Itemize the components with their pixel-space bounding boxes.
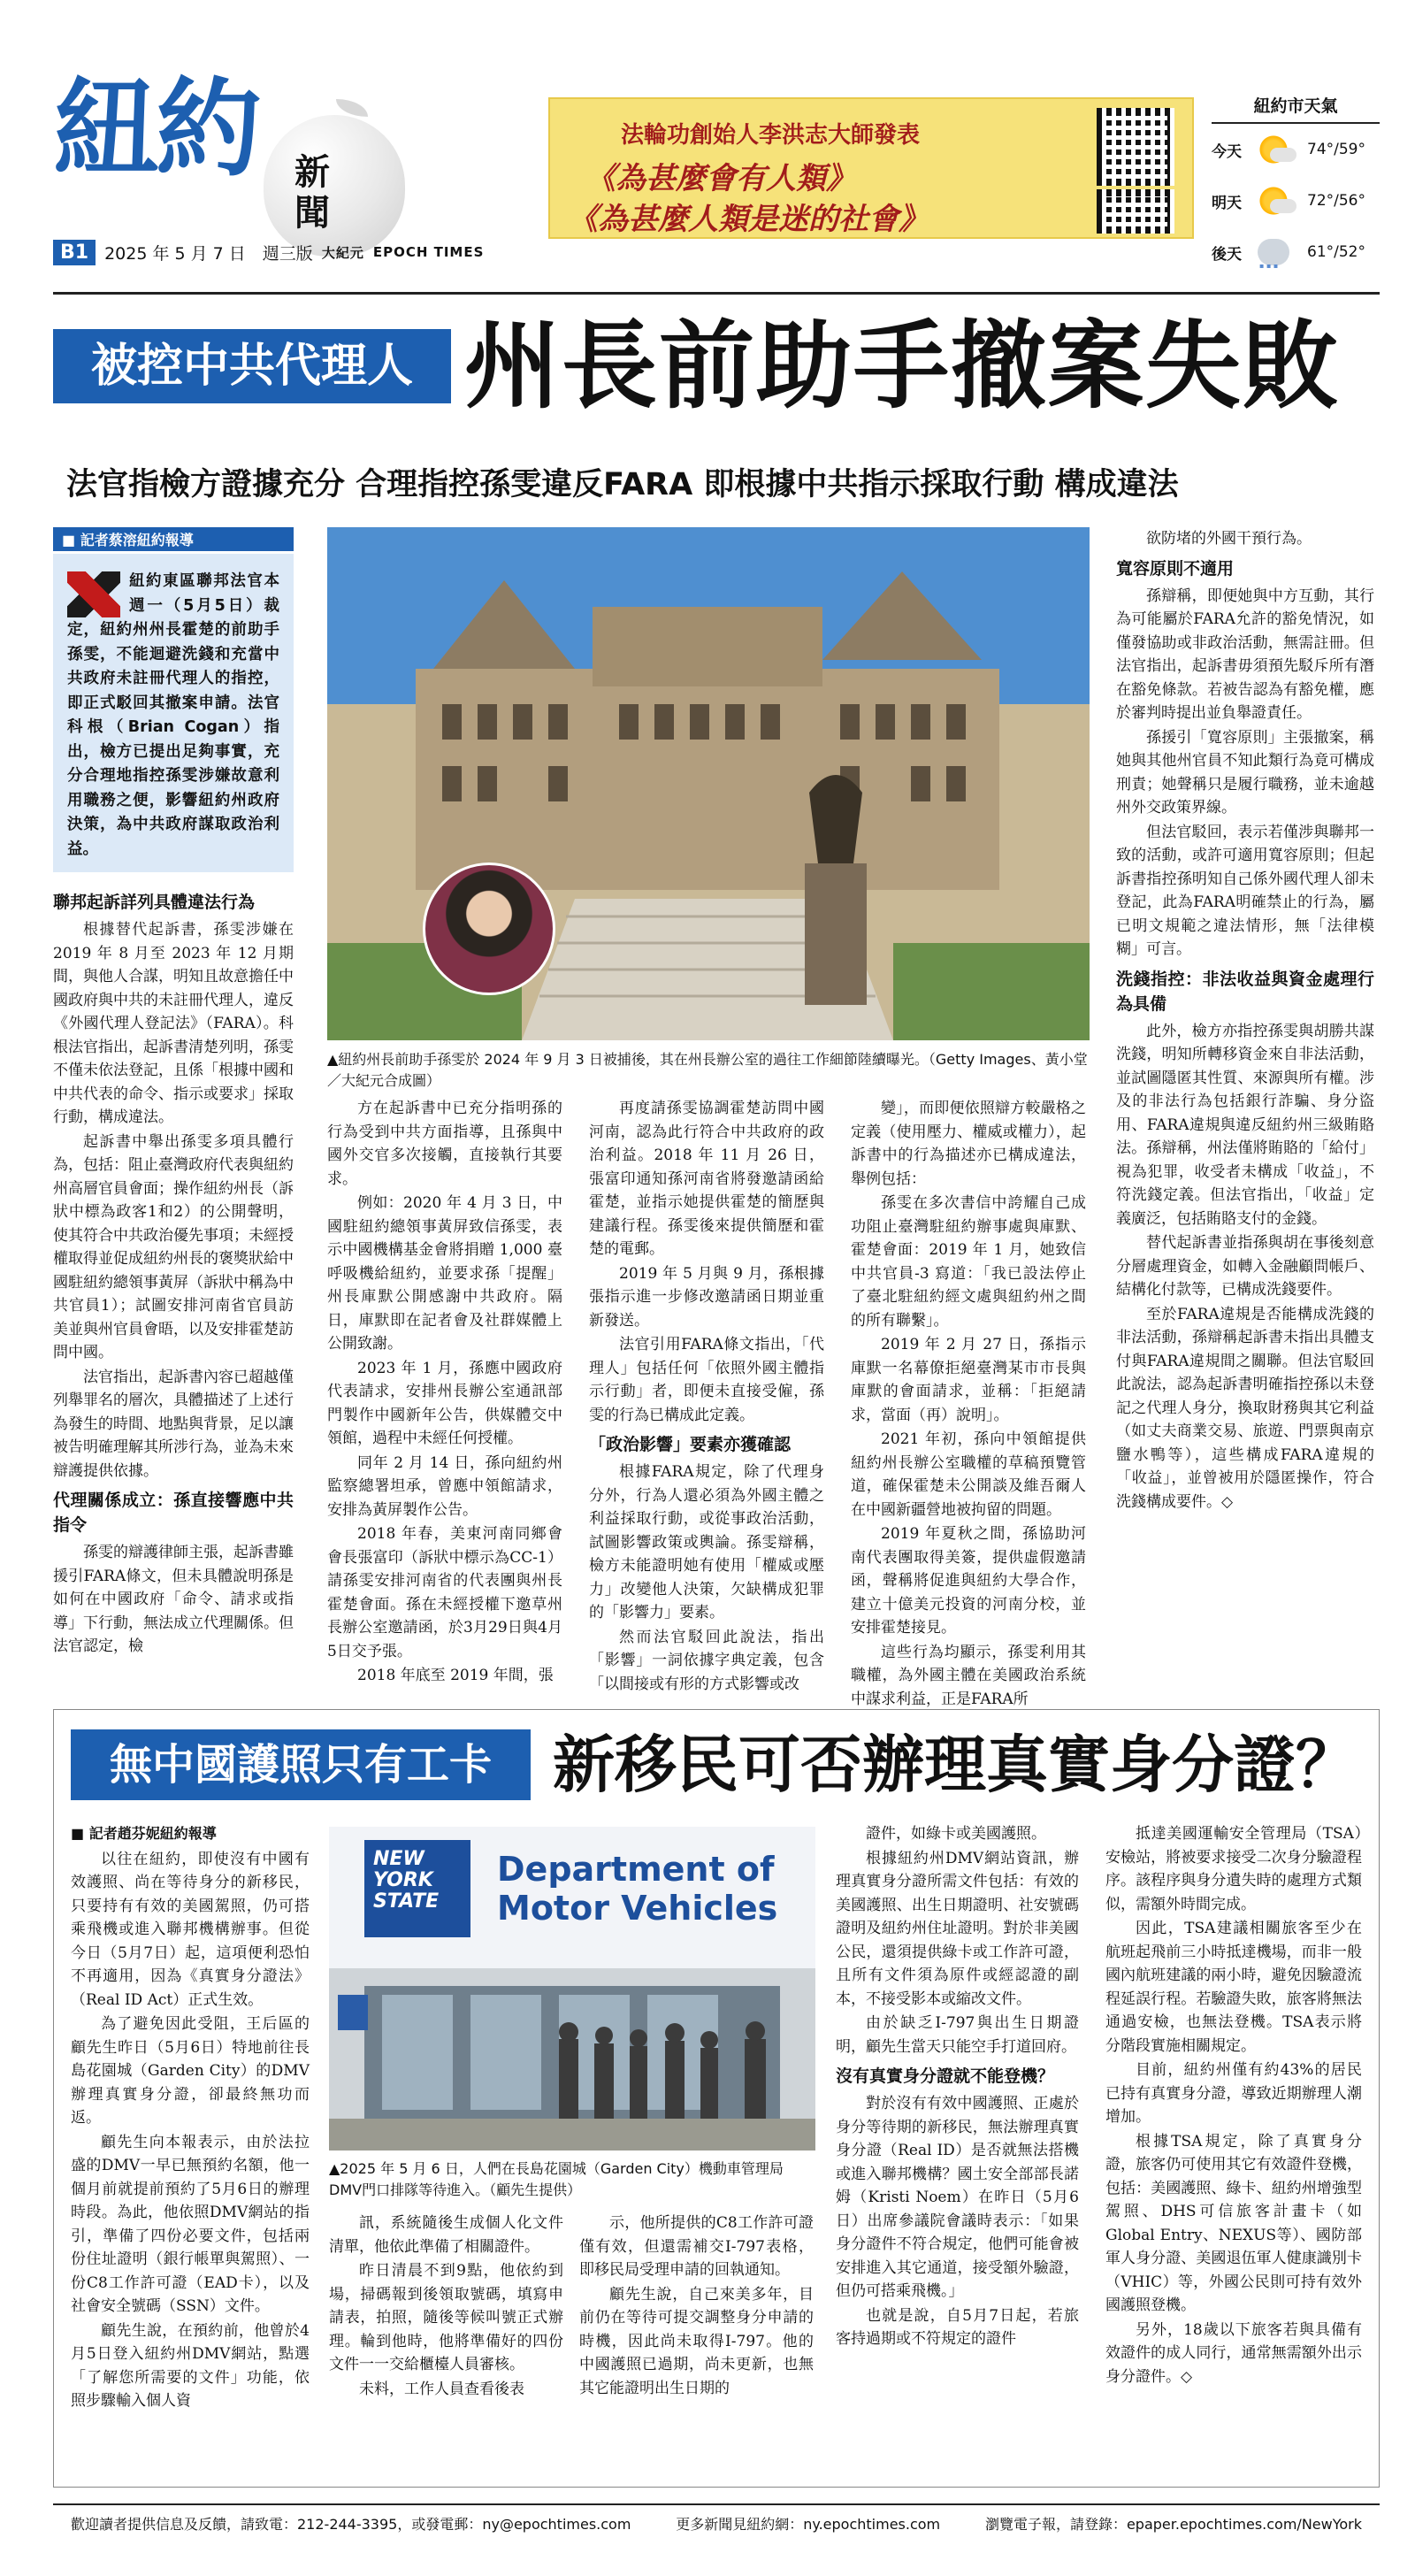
paragraph: 根據TSA規定，除了真實身分證，旅客仍可使用其它有效證件登機，包括：美國護照、綠卡、紐約州增強型駕照、DHS可信旅客計畫卡（如Global Entry、NEXUS等）、國防部軍人身分證、美國退伍軍人健康識別卡（VHIC）等，外國公民則可持有效外國護照登機。 xyxy=(1105,2132,1362,2314)
footer-epaper-link[interactable]: 瀏覽電子報，請登錄：epaper.epochtimes.com/NewYork xyxy=(984,2515,1362,2533)
paragraph: 起訴書中舉出孫雯多項具體行為，包括：阻止臺灣政府代表與紐約州高層官員會面；操作紐約州長（訴狀中標為政客1和2）的公開聲明，使其符合中共政治優先事項；未經授權取得並促成紐約州長的褒獎狀給中國駐紐約總領事黃屏（訴狀中稱為中共官員1）；試圖安排河南省官員訪美並與州官員會晤，以及安排霍楚訪問中國。 xyxy=(53,1132,294,1361)
dmv-entrance-illustration xyxy=(329,1827,815,2150)
story1-lead: 紐約東區聯邦法官本週一（5月5日）裁定，紐約州州長霍楚的前助手孫雯，不能迴避洗錢和充當中共政府未註冊代理人的指控，即正式駁回其撤案申請。法官科根（Brian Cogan）指出，檢方已提出足夠事實，充分合理地指控孫雯涉嫌故意利用職務之便，影響紐約州政府決策，為中共政府謀取政治利益。 xyxy=(67,572,279,858)
logo-subtitle-char-1: 新 xyxy=(294,152,330,193)
story2-column-5 xyxy=(1105,1822,1362,2495)
paragraph: 2019 年 2 月 27 日，孫指示庫默一名幕僚拒絕臺灣某市市長與庫默的會面請求，並稱：「拒絕請求，當面（再）說明」。 xyxy=(851,1336,1086,1424)
dmv-sign-text: Department of Motor Vehicles xyxy=(497,1850,778,1928)
story2-column-3 xyxy=(579,2212,814,2495)
weather-temp: 72°/56° xyxy=(1307,192,1365,210)
masthead-rule xyxy=(53,292,1380,295)
story1-headline: 州長前助手撤案失敗 xyxy=(464,311,1341,422)
paragraph: 訊，系統隨後生成個人化文件清單，他依此準備了相關證件。 xyxy=(329,2214,563,2256)
paragraph: 昨日清晨不到9點，他依約到場，掃碼報到後領取號碼，填寫申請表，拍照，隨後等候叫號正式辦理。輪到他時，他將準備好的四份文件一一交給櫃檯人員審核。 xyxy=(329,2262,563,2373)
paragraph: 示，他所提供的C8工作許可證僅有效，但還需補交I-797表格，即移民局受理申請的回執通知。 xyxy=(579,2214,814,2279)
paragraph: 2023 年 1 月，孫應中國政府代表請求，安排州長辦公室通訊部門製作中國新年公告，供媒體交中領館，過程中未經任何授權。 xyxy=(327,1359,562,1447)
portrait-photo xyxy=(423,862,555,995)
photo2-caption: ▲2025 年 5 月 6 日，人們在長島花園城（Garden City）機動車管理局 DMV門口排隊等待進入。（顧先生提供） xyxy=(329,2160,784,2198)
qr-code-icon-2[interactable] xyxy=(1097,189,1174,234)
paragraph: 顧先生向本報表示，由於法拉盛的DMV一早已無預約名額，他一個月前就提前預約了5月6日的辦理時段。為此，他依照DMV網站的指引，準備了四份必要文件，包括兩份住址證明（銀行帳單與駕照）、一份C8工作許可證（EAD卡），以及社會安全號碼（SSN）文件。 xyxy=(71,2133,310,2315)
paragraph: 2019 年夏秋之間，孫協助河南代表團取得美簽，提供虛假邀請函，聲稱將促進與紐約大學合作，建立十億美元投資的河南分校，並安排霍楚接見。 xyxy=(851,1525,1086,1637)
paragraph: 孫辯稱，即便她與中方互動，其行為可能屬於FARA允許的豁免情況，如僅發協助或非政治活動，無需註冊。但法官指出，起訴書毋須預先駁斥所有潛在豁免條款。若被告認為有豁免權，應於審判時提出並負舉證責任。 xyxy=(1116,586,1374,722)
story1-column-1 xyxy=(53,885,294,1681)
story1-column-5 xyxy=(1116,527,1374,1681)
masthead-logo xyxy=(53,53,354,234)
page-footer xyxy=(53,2503,1380,2541)
rain-icon xyxy=(1258,239,1289,265)
paragraph: 但法官駁回，表示若僅涉與聯邦一致的活動，或許可適用寬容原則；但起訴書指控孫明知自己係外國代理人卻未登記，此為FARA明確禁止的行為，屬已明文規範之違法情形，無「法律模糊」可言。 xyxy=(1116,823,1374,958)
column-subhead: 「政治影響」要素亦獲確認 xyxy=(589,1435,792,1454)
paragraph: 法官引用FARA條文指出，「代理人」包括任何「依照外國主體指示行動」者，即便未直接受僱，孫雯的行為已構成此定義。 xyxy=(589,1336,824,1424)
column-subhead: 洗錢指控：非法收益與資金處理行為具備 xyxy=(1116,969,1374,1014)
paper-name-en: EPOCH TIMES xyxy=(372,244,485,260)
story1-column-3 xyxy=(589,1097,824,1693)
weather-row xyxy=(1212,175,1380,226)
story1-byline: ■ 記者蔡溶紐約報導 xyxy=(53,527,294,551)
paragraph: 至於FARA違規是否能構成洗錢的非法活動，孫辯稱起訴書未指出具體支付與FARA違規間之關聯。但法官駁回此說法，認為起訴書明確指控孫以未登記之代理人身分，換取財務與其它利益（如丈夫商業交易、旅遊、門票與南京鹽水鴨等），這些構成FARA違規的「收益」，並曾被用於隱匿操作，符合洗錢構成要件。◇ xyxy=(1116,1305,1374,1511)
footer-web-link[interactable]: 更多新聞見紐約網：ny.epochtimes.com xyxy=(676,2515,941,2533)
column-subhead: 寬容原則不適用 xyxy=(1116,558,1235,579)
paragraph: 由於缺乏I-797與出生日期證明，顧先生當天只能空手打道回府。 xyxy=(836,2014,1079,2056)
paragraph: 方在起訴書中已充分指明孫的行為受到中共方面指導，且孫與中國外交官多次接觸，直接執行其要求。 xyxy=(327,1100,562,1188)
ad-line-2: 《為甚麼會有人類》 xyxy=(585,161,856,196)
paragraph: 根據替代起訴書，孫雯涉嫌在 2019 年 8 月至 2023 年 12 月期間，與他人合謀，明知且故意擔任中國政府與中共的未註冊代理人，違反《外國代理人登記法》（FARA）。科根法官指出，起訴書清楚列明，孫雯不僅未依法登記，且係「根據中國和中共代表的命令、指示或要求」採取行動，構成違法。 xyxy=(53,921,294,1126)
paragraph: 顧先生說，自己來美多年，目前仍在等待可提交調整身分申請的時機，因此尚未取得I-797。他的中國護照已過期，尚未更新，也無其它能證明出生日期的 xyxy=(579,2285,814,2397)
paragraph: 因此，TSA建議相關旅客至少在航班起飛前三小時抵達機場，而非一般國內航班建議的兩小時，避免因驗證流程延誤行程。若驗證失敗，旅客將無法通過安檢，也無法登機。TSA表示將分階段實施相關規定。 xyxy=(1105,1920,1362,2055)
qr-code-icon[interactable] xyxy=(1097,108,1174,186)
paragraph: 證件，如綠卡或美國護照。 xyxy=(866,1825,1046,1843)
paragraph: 例如：2020 年 4 月 3 日，中國駐紐約總領事黃屏致信孫雯，表示中國機構基金會將捐贈 1,000 臺呼吸機給紐約，並要求孫「提醒」州長庫默公開感謝中共政府。隔日，庫默即在記者會及社群媒體上公開致謝。 xyxy=(327,1194,562,1353)
date-line xyxy=(53,234,484,270)
paragraph: 2019 年 5 月與 9 月，孫根據張指示進一步修改邀請函日期並重新發送。 xyxy=(589,1264,824,1330)
paragraph: 孫雯的辯護律師主張，起訴書雖援引FARA條文，但未具體說明孫是如何在中國政府「命令、請求或指導」下行動，無法成立代理關係。但法官認定，檢 xyxy=(53,1544,294,1655)
paragraph: 根據紐約州DMV網站資訊，辦理真實身分證所需文件包括：有效的美國護照、出生日期證明、社安號碼證明及紐約州住址證明。對於非美國公民，還須提供綠卡或工作許可證，且所有文件須為原件或經認證的副本，不接受影本或縮改文件。 xyxy=(836,1849,1079,2008)
paragraph: 變」，而即便依照辯方較嚴格之定義（使用壓力、權威或權力），起訴書中的行為描述亦已構成違法，舉例包括： xyxy=(851,1100,1086,1188)
footer-contact[interactable]: 歡迎讀者提供信息及反饋，請致電：212-244-3395，或發電郵：ny@epochtimes.com xyxy=(71,2515,631,2533)
sunny-icon xyxy=(1258,134,1289,165)
section-badge: B1 xyxy=(53,240,96,265)
paragraph: 這些行為均顯示，孫雯利用其職權，為外國主體在美國政治系統中謀求利益，正是FARA所 xyxy=(851,1643,1086,1708)
story2-column-2 xyxy=(329,2212,563,2495)
paragraph: 顧先生說，在預約前，他曾於4月5日登入紐約州DMV網站，點選「了解您所需要的文件」功能，依照步驟輸入個人資 xyxy=(71,2321,310,2410)
weather-day: 後天 xyxy=(1212,245,1242,264)
story2-kicker: 無中國護照只有工卡 xyxy=(71,1729,531,1800)
weather-row xyxy=(1212,226,1380,278)
paragraph: 孫援引「寬容原則」主張撤案，稱她與其他州官員不知此類行為竟可構成刑責；她聲稱只是履行職務，並未逾越州外交政策界線。 xyxy=(1116,728,1374,816)
book-ad-banner[interactable] xyxy=(548,97,1194,239)
paragraph: 孫雯在多次書信中誇耀自己成功阻止臺灣駐紐約辦事處與庫默、霍楚會面：2019 年 1 月，她致信中共官員-3 寫道：「我已設法停止了臺北駐紐約經文處與紐約州之間的所有聯繫」。 xyxy=(851,1194,1086,1330)
sunny-icon xyxy=(1258,185,1289,217)
paragraph: 另外，18歲以下旅客若與具備有效證件的成人同行，通常無需額外出示身分證件。◇ xyxy=(1105,2320,1362,2386)
weather-temp: 61°/52° xyxy=(1307,243,1365,261)
column-subhead: 聯邦起訴詳列具體違法行為 xyxy=(53,893,256,912)
story1-subhead: 法官指檢方證據充分 合理指控孫雯違反FARA 即根據中共指示採取行動 構成違法 xyxy=(66,467,1179,502)
photo1-caption: ▲紐約州長前助手孫雯於 2024 年 9 月 3 日被捕後，其在州長辦公室的過往工作細節陸續曝光。（Getty Images、黃小堂／大紀元合成圖） xyxy=(327,1051,1088,1089)
paragraph: 替代起訴書並指孫與胡在事後刻意分層處理資金，如轉入金融顧問帳戶、結構化付款等，已構成洗錢要件。 xyxy=(1116,1234,1374,1299)
story1-byline-wrap xyxy=(53,527,294,551)
weather-day: 明天 xyxy=(1212,194,1242,212)
story1-kicker: 被控中共代理人 xyxy=(53,329,451,403)
story1-column-4 xyxy=(851,1097,1086,1708)
paragraph: 然而法官駁回此說法，指出「影響」一詞依據字典定義，包含「以間接或有形的方式影響或改 xyxy=(589,1628,824,1693)
paragraph: 抵達美國運輸安全管理局（TSA）安檢站，將被要求接受二次身分驗證程序。該程序與身分遺失時的處理方式類似，需額外時間完成。 xyxy=(1105,1825,1362,1913)
weather-title: 紐約市天氣 xyxy=(1212,93,1380,124)
paper-name-cn: 大紀元 xyxy=(321,244,364,261)
paragraph: 根據FARA規定，除了代理身分外，行為人還必須為外國主體之利益採取行動，或從事政治活動，試圖影響政策或輿論。孫雯辯稱，檢方未能證明她有使用「權威或壓力」改變他人決策，欠缺構成犯罪的「影響力」要素。 xyxy=(589,1463,824,1622)
column-subhead: 沒有真實身分證就不能登機？ xyxy=(836,2066,1055,2086)
logo-subtitle-char-2: 聞 xyxy=(294,193,330,234)
paragraph: 也就是說，自5月7日起，若旅客持過期或不符規定的證件 xyxy=(836,2306,1079,2348)
paragraph: 法官指出，起訴書內容已超越僅列舉罪名的層次，具體描述了上述行為發生的時間、地點與背景，足以讓被告明確理解其所涉行為，並為未來辯護提供依據。 xyxy=(53,1368,294,1480)
story1-column-2 xyxy=(327,1097,562,1684)
paragraph: 欲防堵的外國干預行為。 xyxy=(1146,530,1312,548)
paragraph: 未料，工作人員查看後表 xyxy=(359,2380,524,2398)
paragraph: 2018 年春，美東河南同鄉會會長張富印（訴狀中標示為CC-1）請孫雯安排河南省的代表團與州長霍楚會面。孫在未經授權下邀草州長辦公室邀請函，於3月29日與4月5日交予張。 xyxy=(327,1525,562,1660)
story2-column-4 xyxy=(836,1822,1079,2495)
column-subhead: 代理關係成立：孫直接響應中共指令 xyxy=(53,1491,294,1535)
paragraph: 同年 2 月 14 日，孫向紐約州監察總署坦承，曾應中領館請求，安排為黃屏製作公告。 xyxy=(327,1453,562,1519)
weather-row xyxy=(1212,124,1380,175)
story2-column-1 xyxy=(71,1822,310,2495)
logo-title: 紐約 xyxy=(53,68,258,191)
ad-line-1: 法輪功創始人李洪志大師發表 xyxy=(621,122,921,149)
paragraph: 目前，紐約州僅有約43%的居民已持有真實身分證，導致近期辦理人潮增加。 xyxy=(1105,2061,1362,2126)
lead-arrow-icon xyxy=(67,571,120,617)
paragraph: 對於沒有有效中國護照、正處於身分等待期的新移民，無法辦理真實身分證（Real ID）是否就無法搭機或進入聯邦機構？國土安全部部長諾姆（Kristi Noem）在昨日（5月6日）出席參議院會議時表示：「如果身分證件不符合規定，他們可能會被安排進入其它通道，接受額外驗證，但仍可搭乘飛機。」 xyxy=(836,2095,1079,2300)
paragraph: 此外，檢方亦指控孫雯與胡勝共謀洗錢，明知所轉移資金來自非法活動，並試圖隱匿其性質、來源與所有權。涉及的非法行為包括銀行詐騙、身分盜用、FARA違規與違反紐約州三級賄賂法。孫辯稱，州法僅將賄賂的「給付」視為犯罪，收受者未構成「收益」，不符洗錢定義。但法官指出，「收益」定義廣泛，包括賄賂支付的金錢。 xyxy=(1116,1022,1374,1228)
weather-day: 今天 xyxy=(1212,142,1242,161)
dmv-photo xyxy=(329,1827,815,2150)
paragraph: 再度請孫雯協調霍楚訪問中國河南，認為此行符合中共政府的政治利益。2018 年 11 月 26 日，張富印通知孫河南省將發邀請函給霍楚，並指示她提供霍楚的簡歷與建議行程。孫雯後來提供簡歷和霍楚的電郵。 xyxy=(589,1100,824,1258)
apple-leaf-icon xyxy=(336,99,368,117)
story2-byline: ■ 記者趙芬妮紐約報導 xyxy=(71,1825,217,1842)
ny-state-logo: NEW YORK STATE xyxy=(364,1840,470,1937)
paragraph: 以往在紐約，即使沒有中國有效護照、尚在等待身分的新移民，只要持有有效的美國駕照，仍可搭乘飛機或進入聯邦機構辦事。但從今日（5月7日）起，這項便利恐怕不再適用，因為《真實身分證法》（Real ID Act）正式生效。 xyxy=(71,1850,310,2009)
weather-panel xyxy=(1212,93,1380,283)
paragraph: 2021 年初，孫向中領館提供紐約州長辦公室職權的草稿預覽管道，確保霍楚未公開談及維吾爾人在中國新疆營地被拘留的問題。 xyxy=(851,1430,1086,1519)
ad-line-3: 《為甚麼人類是迷的社會》 xyxy=(568,202,929,237)
paragraph: 2018 年底至 2019 年間，張 xyxy=(357,1667,554,1684)
story2-headline: 新移民可否辦理真實身分證？ xyxy=(553,1729,1358,1801)
weather-temp: 74°/59° xyxy=(1307,141,1365,158)
logo-subtitle xyxy=(290,152,334,234)
issue-date: 2025 年 5 月 7 日 週三版 xyxy=(104,243,313,264)
paragraph: 為了避免因此受阻，王后區的顧先生昨日（5月6日）特地前往長島花園城（Garden City）的DMV辦理真實身分證，卻最終無功而返。 xyxy=(71,2015,310,2127)
